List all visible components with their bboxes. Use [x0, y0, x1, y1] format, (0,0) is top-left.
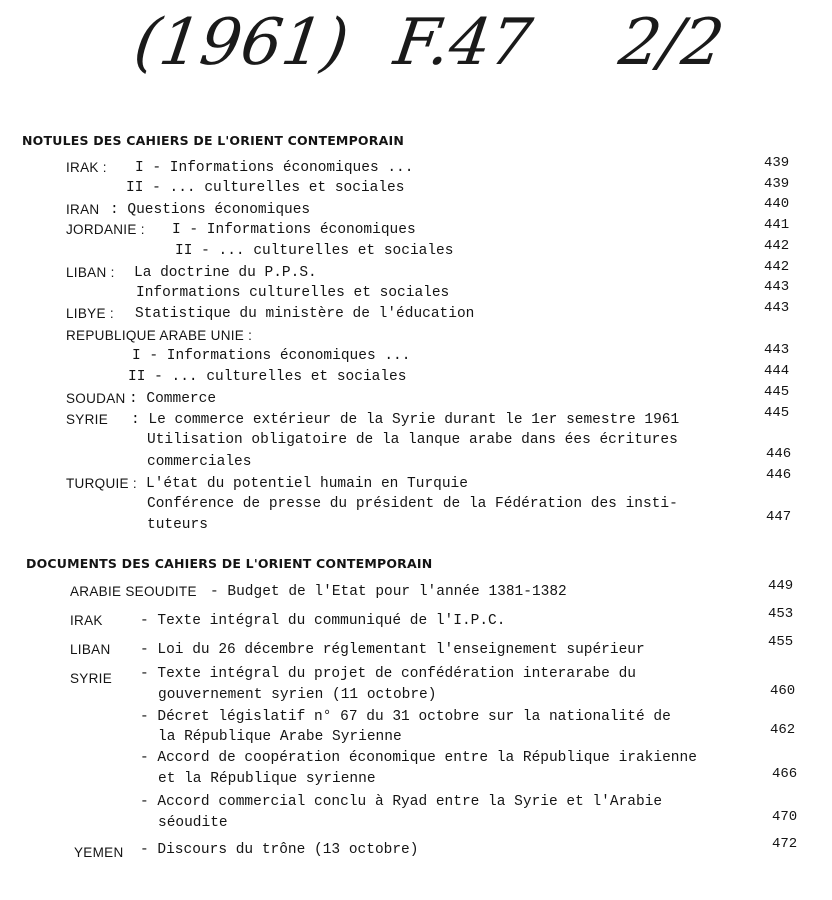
page-number: 455 [768, 634, 794, 650]
country-jordanie: JORDANIE : [66, 222, 145, 237]
handwritten-year: (1961) [129, 6, 354, 80]
page-number: 442 [764, 238, 790, 254]
entry-text: - Loi du 26 décembre réglementant l'enseignement supérieur [140, 642, 645, 658]
handwritten-part: 2/2 [614, 6, 729, 80]
country-liban-doc: LIBAN [70, 642, 111, 657]
entry-text: - Budget de l'Etat pour l'année 1381-1382 [210, 584, 567, 600]
page-number: 447 [766, 509, 792, 525]
entry-text: Informations culturelles et sociales [136, 285, 450, 301]
country-soudan: SOUDAN [66, 391, 126, 406]
page-number: 470 [772, 809, 798, 825]
page-number: 453 [768, 606, 794, 622]
entry-text: I - Informations économiques [172, 222, 416, 238]
page-number: 443 [764, 300, 790, 316]
entry-text: Conférence de presse du président de la Fédération des insti- [147, 496, 678, 512]
country-iran: IRAN [66, 202, 100, 217]
entry-text: - Texte intégral du communiqué de l'I.P.C. [140, 613, 506, 629]
page-number: 442 [764, 259, 790, 275]
country-arabie-seoudite: ARABIE SEOUDITE [70, 584, 197, 599]
entry-text: - Accord commercial conclu à Ryad entre la Syrie et l'Arabie [140, 794, 663, 810]
country-rau: REPUBLIQUE ARABE UNIE : [66, 328, 253, 343]
page-number: 444 [764, 363, 790, 379]
page-number: 443 [764, 279, 790, 295]
page-number: 446 [766, 446, 792, 462]
page-number: 466 [772, 766, 798, 782]
entry-text: : Le commerce extérieur de la Syrie durant le 1er semestre 1961 [131, 412, 680, 428]
section-title-documents: DOCUMENTS DES CAHIERS DE L'ORIENT CONTEMPORAIN [26, 556, 433, 571]
page-number: 441 [764, 217, 790, 233]
entry-text: L'état du potentiel humain en Turquie [146, 476, 468, 492]
entry-text: La doctrine du P.P.S. [134, 265, 317, 281]
page-number: 443 [764, 342, 790, 358]
page-number: 439 [764, 176, 790, 192]
entry-text: commerciales [147, 454, 252, 470]
entry-text: : Questions économiques [110, 202, 311, 218]
country-libye: LIBYE : [66, 306, 114, 321]
entry-text: gouvernement syrien (11 octobre) [158, 687, 437, 703]
entry-text: - Décret législatif n° 67 du 31 octobre sur la nationalité de [140, 709, 671, 725]
handwritten-folio: F.47 [389, 6, 537, 80]
page-number: 472 [772, 836, 798, 852]
entry-text: et la République syrienne [158, 771, 376, 787]
country-syrie: SYRIE [66, 412, 109, 427]
entry-text: - Accord de coopération économique entre la République irakienne [140, 750, 697, 766]
page-number: 445 [764, 405, 790, 421]
country-yemen: YEMEN [74, 845, 124, 860]
entry-text: : Commerce [129, 391, 217, 407]
entry-text: la République Arabe Syrienne [158, 729, 402, 745]
country-liban: LIBAN : [66, 265, 115, 280]
entry-text: II - ... culturelles et sociales [126, 180, 405, 196]
page-number: 445 [764, 384, 790, 400]
entry-text: I - Informations économiques ... [135, 160, 414, 176]
entry-text: II - ... culturelles et sociales [175, 243, 454, 259]
entry-text: - Texte intégral du projet de confédération interarabe du [140, 666, 636, 682]
country-turquie: TURQUIE : [66, 476, 137, 491]
entry-text: Utilisation obligatoire de la lanque arabe dans ées écritures [147, 432, 678, 448]
entry-text: - Discours du trône (13 octobre) [140, 842, 419, 858]
page-number: 460 [770, 683, 796, 699]
country-irak: IRAK : [66, 160, 107, 175]
entry-text: tuteurs [147, 517, 208, 533]
page-number: 446 [766, 467, 792, 483]
section-title-notules: NOTULES DES CAHIERS DE L'ORIENT CONTEMPORAIN [22, 133, 404, 148]
entry-text: I - Informations économiques ... [132, 348, 411, 364]
entry-text: séoudite [158, 815, 228, 831]
page-number: 439 [764, 155, 790, 171]
entry-text: II - ... culturelles et sociales [128, 369, 407, 385]
page-number: 462 [770, 722, 796, 738]
country-syrie-doc: SYRIE [70, 671, 113, 686]
country-irak-doc: IRAK [70, 613, 103, 628]
page-number: 449 [768, 578, 794, 594]
entry-text: Statistique du ministère de l'éducation [135, 306, 475, 322]
page-number: 440 [764, 196, 790, 212]
